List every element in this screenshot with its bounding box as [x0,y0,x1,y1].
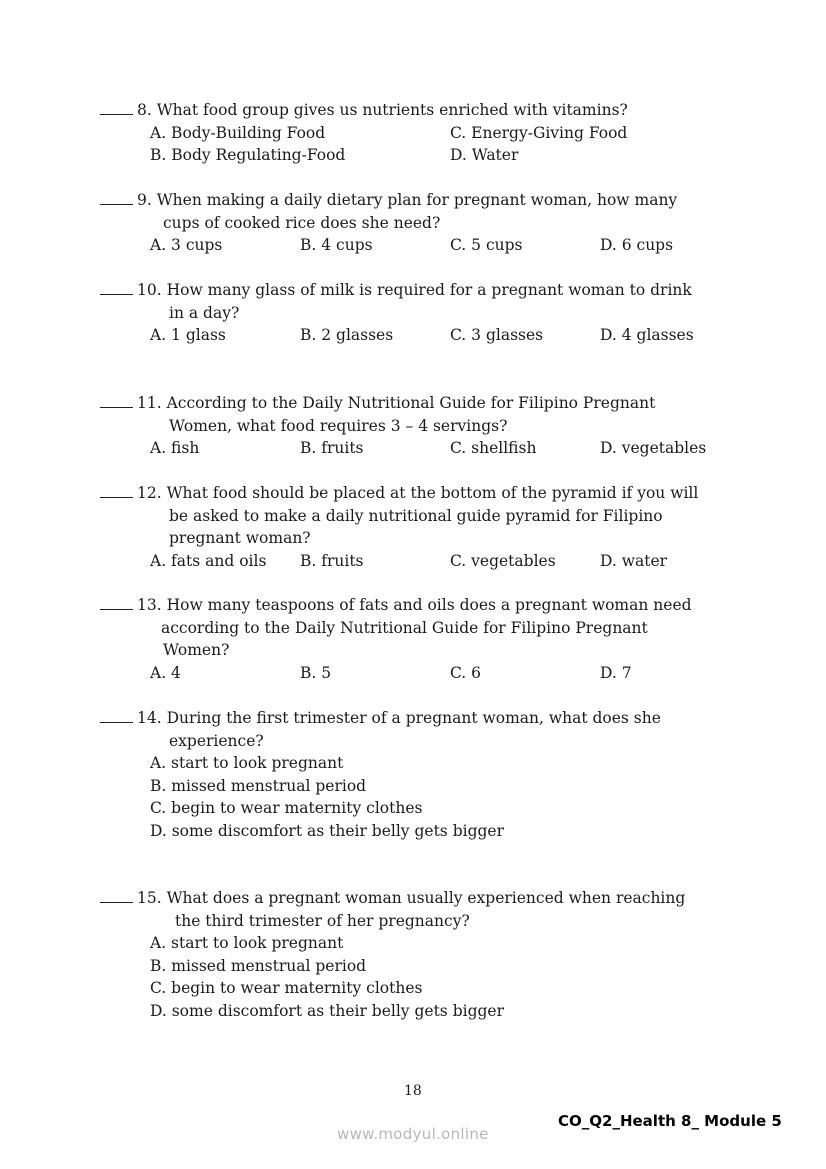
option-d: D. Water [450,146,519,164]
question-14 [100,707,740,842]
page-number: 18 [404,1083,422,1099]
option-c: C. Energy-Giving Food [450,123,628,142]
question-stem: What does a pregnant woman usually experienced when reaching [166,889,686,907]
question-stem-cont: cups of cooked rice does she need? [163,213,441,232]
option-b: B. missed menstrual period [150,956,367,975]
question-11 [100,392,740,460]
answer-blank[interactable] [100,888,133,903]
option-a: A. 1 glass [150,326,226,344]
question-stem: According to the Daily Nutritional Guide for Filipino Pregnant [166,394,656,412]
question-stem-cont: Women? [163,641,230,659]
question-number: 11. [137,394,162,412]
question-8 [100,99,740,167]
option-a: A. Body-Building Food [150,123,326,142]
question-stem-cont: according to the Daily Nutritional Guide for Filipino Pregnant [161,618,648,637]
option-a: A. 4 [150,663,181,682]
question-stem: How many glass of milk is required for a pregnant woman to drink [166,281,692,299]
option-d: D. some discomfort as their belly gets bigger [150,1001,504,1020]
question-number: 15. [137,889,162,907]
option-c: C. 3 glasses [450,326,544,344]
watermark: www.modyul.online [337,1125,489,1143]
answer-blank[interactable] [100,280,133,295]
question-number: 14. [137,709,162,727]
option-d: D. 6 cups [600,236,674,254]
option-b: B. fruits [300,551,364,570]
answer-blank[interactable] [100,393,133,408]
answer-blank[interactable] [100,595,133,610]
question-stem: What food group gives us nutrients enriched with vitamins? [156,101,628,119]
option-a: A. fats and oils [150,551,267,570]
question-13 [100,594,740,684]
option-c: C. begin to wear maternity clothes [150,979,423,997]
question-stem-cont: the third trimester of her pregnancy? [175,911,470,930]
option-b: B. Body Regulating-Food [150,146,346,164]
question-stem: What food should be placed at the bottom of the pyramid if you will [166,484,699,502]
question-stem-cont: in a day? [169,303,240,322]
answer-blank[interactable] [100,190,133,205]
question-stem-cont: experience? [169,731,264,750]
option-d: D. water [600,551,668,570]
option-b: B. 4 cups [300,236,373,254]
option-a: A. fish [150,439,200,457]
question-9 [100,189,740,257]
option-d: D. vegetables [600,439,707,457]
question-stem-cont: Women, what food requires 3 – 4 servings? [169,416,508,435]
option-d: D. 4 glasses [600,326,694,344]
module-code: CO_Q2_Health 8_ Module 5 [558,1112,782,1130]
question-stem: How many teaspoons of fats and oils does a pregnant woman need [166,596,692,614]
answer-blank[interactable] [100,483,133,498]
option-d: D. some discomfort as their belly gets bigger [150,821,504,840]
question-15 [100,887,740,1022]
option-a: A. start to look pregnant [150,934,344,952]
option-b: B. missed menstrual period [150,776,367,795]
question-stem: During the first trimester of a pregnant woman, what does she [166,709,661,727]
option-b: B. 2 glasses [300,326,394,344]
question-number: 9. [137,191,152,209]
option-a: A. start to look pregnant [150,754,344,772]
option-c: C. begin to wear maternity clothes [150,799,423,817]
option-c: C. 6 [450,663,482,682]
option-b: B. 5 [300,663,332,682]
option-c: C. shellfish [450,439,537,457]
answer-blank[interactable] [100,100,133,115]
question-number: 13. [137,596,162,614]
question-stem: When making a daily dietary plan for pregnant woman, how many [156,191,678,209]
option-c: C. vegetables [450,551,556,570]
question-stem-cont: pregnant woman? [169,529,311,547]
question-12 [100,482,740,572]
option-a: A. 3 cups [150,236,223,254]
option-b: B. fruits [300,439,364,457]
option-c: C. 5 cups [450,236,523,254]
question-number: 10. [137,281,162,299]
option-d: D. 7 [600,663,632,682]
answer-blank[interactable] [100,708,133,723]
question-stem-cont: be asked to make a daily nutritional guide pyramid for Filipino [169,506,663,525]
question-number: 12. [137,484,162,502]
question-10 [100,279,740,347]
question-number: 8. [137,101,152,119]
